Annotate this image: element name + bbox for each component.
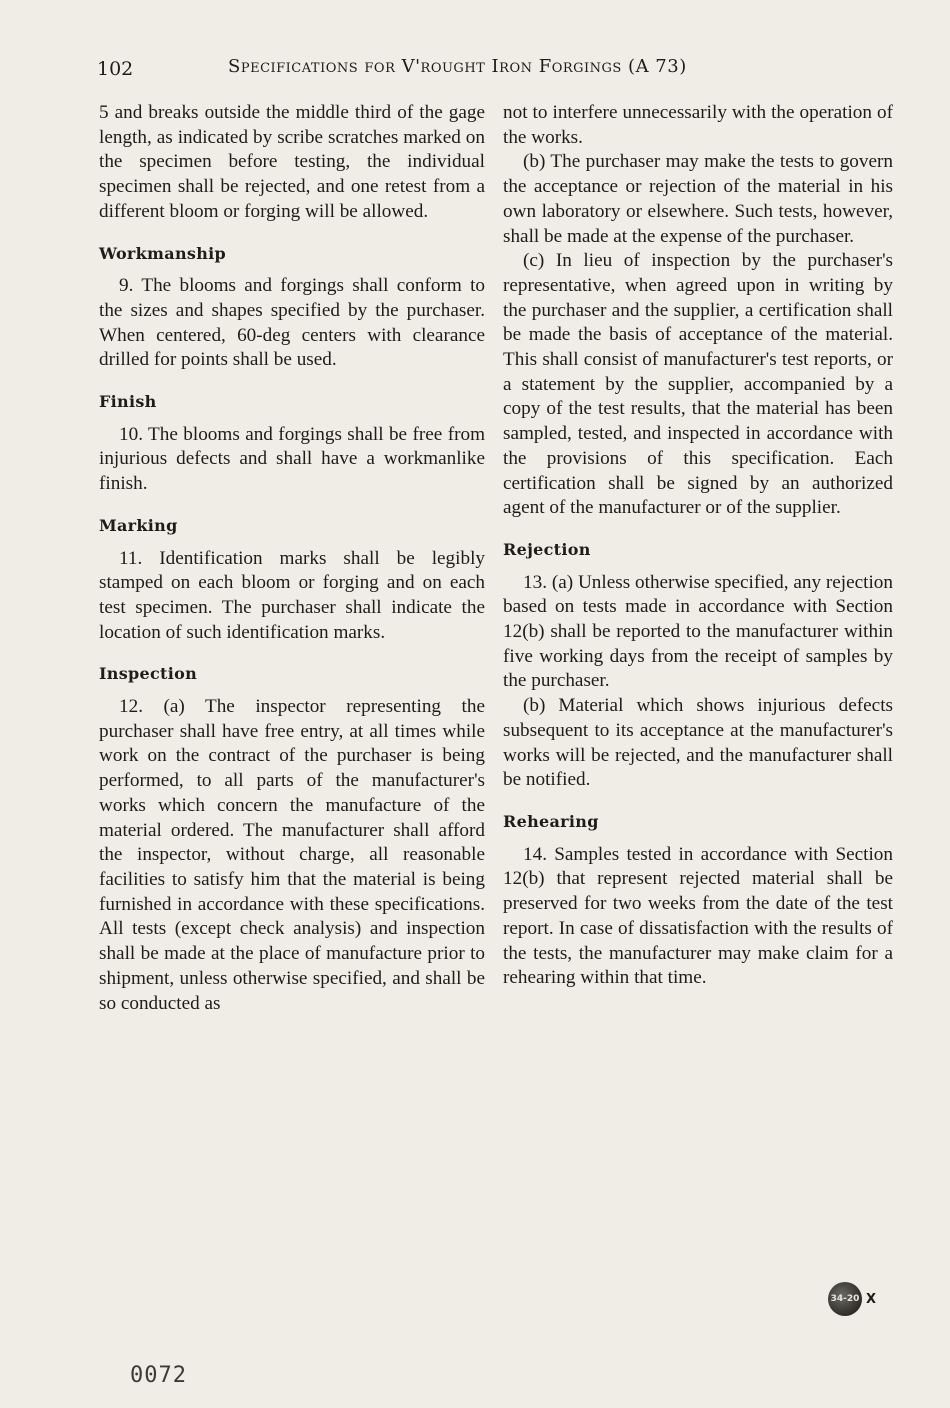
stamp-mark: X [866,1291,877,1307]
page-code: 0072 [130,1363,187,1388]
running-title: Specifications for V'rought Iron Forgings (A 73) [228,56,687,77]
archive-stamp [828,1282,876,1316]
section-heading-marking: Marking [99,515,178,535]
paragraph-continued-right: not to interfere unnecessarily with the operation of the works. [503,102,893,148]
section-heading-inspection: Inspection [99,664,198,684]
page-number: 102 [97,58,134,80]
paragraph-12b: (b) The purchaser may make the tests to govern the acceptance or rejection of the material in his own laboratory or elsewhere. Such tests, however, shall be made at the expense of the purchaser. [503,151,893,247]
paragraph-14: 14. Samples tested in accordance with Section 12(b) that represent rejected material shall be preserved for two weeks from the date of the test report. In case of dissatisfaction with the results of the tests, the manufacturer may make claim for a rehearing within that time. [503,843,893,989]
section-heading-rehearing: Rehearing [503,811,599,831]
paragraph-continued: 5 and breaks outside the middle third of the gage length, as indicated by scribe scratches marked on the specimen before testing, the individual specimen shall be rejected, and one retest from a different bloom or forging will be allowed. [99,102,485,222]
right-column [503,101,893,991]
seal-icon: 34-20 [828,1282,862,1316]
paragraph-12a: 12. (a) The inspector representing the purchaser shall have free entry, at all times while work on the contract of the purchaser is being performed, to all parts of the manufacturer's works which concern the manufacture of the material ordered. The manufacturer shall afford the inspector, without charge, all reasonable facilities to satisfy him that the material is being furnished in accordance with these specifications. All tests (except check analysis) and inspection shall be made at the place of manufacture prior to shipment, unless otherwise specified, and shall be so conducted as [99,696,485,1014]
paragraph-11: 11. Identification marks shall be legibly stamped on each bloom or forging and on each test specimen. The purchaser shall indicate the location of such identification marks. [99,547,485,643]
section-heading-rejection: Rejection [503,539,591,559]
paragraph-13a: 13. (a) Unless otherwise specified, any rejection based on tests made in accordance with Section 12(b) shall be reported to the manufacturer within five working days from the receipt of samples by the purchaser. [503,571,893,692]
paragraph-10: 10. The blooms and forgings shall be free from injurious defects and shall have a workmanlike finish. [99,423,485,495]
paragraph-12c: (c) In lieu of inspection by the purchaser's representative, when agreed upon in writing by the purchaser and the supplier, a certification shall be made the basis of acceptance of the material. This shall consist of manufacturer's test reports, or a statement by the supplier, accompanied by a copy of the test results, that the material has been sampled, tested, and inspected in accordance with the provisions of this specification. Each certification shall be signed by an authorized agent of the manufacturer or of the supplier. [503,250,893,519]
left-column [99,101,485,1016]
paragraph-13b: (b) Material which shows injurious defects subsequent to its acceptance at the manufacturer's works will be rejected, and the manufacturer shall be notified. [503,695,893,791]
section-heading-workmanship: Workmanship [99,243,226,263]
section-heading-finish: Finish [99,392,157,412]
paragraph-9: 9. The blooms and forgings shall conform to the sizes and shapes specified by the purchaser. When centered, 60-deg centers with clearance drilled for points shall be used. [99,275,485,371]
